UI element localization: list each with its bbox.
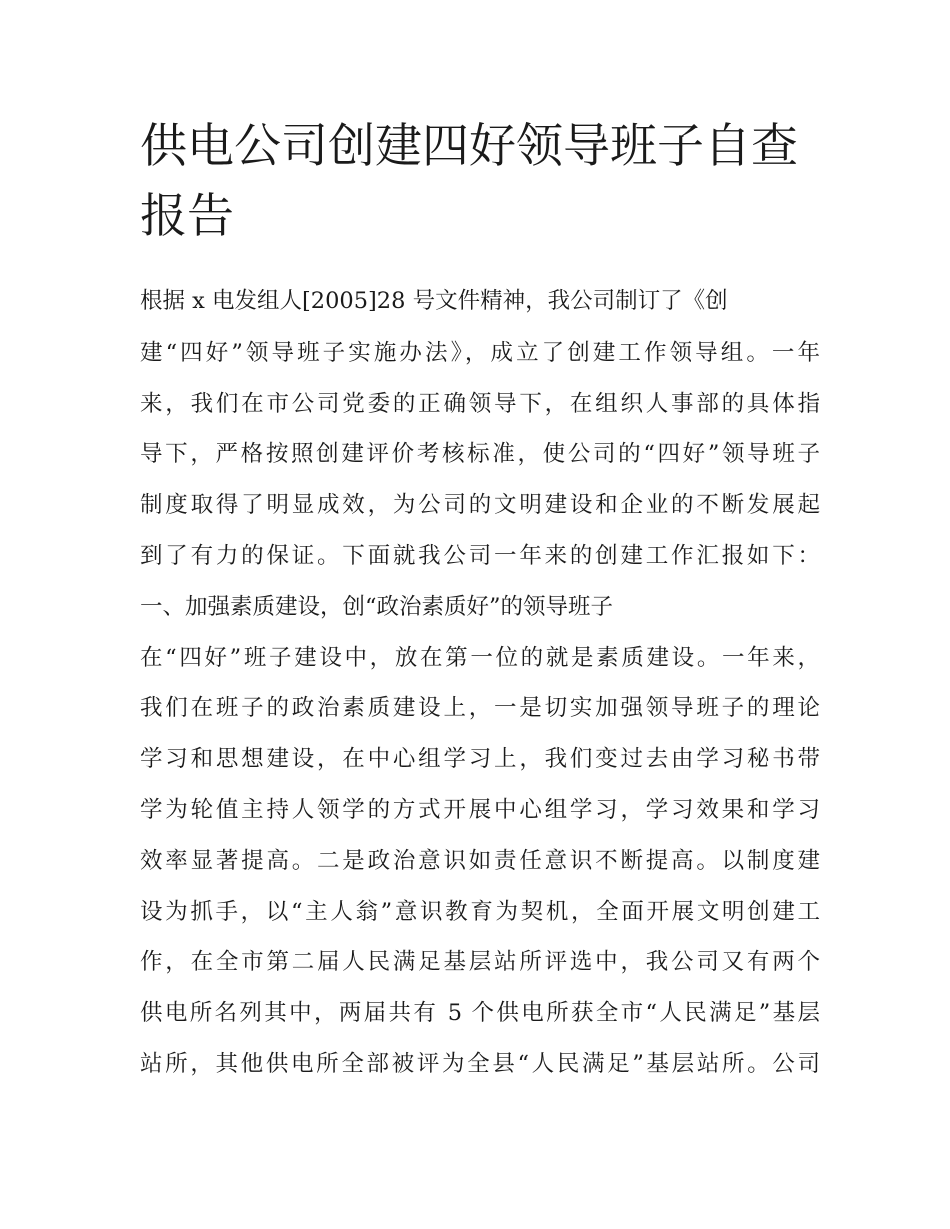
body-line-14: 作，在全市第二届人民满足基层站所评选中，我公司又有两个 (140, 949, 820, 975)
body-line-2: 建“四好”领导班子实施办法》，成立了创建工作领导组。一年 (140, 340, 820, 366)
body-line-12: 效率显著提高。二是政治意识如责任意识不断提高。以制度建 (140, 848, 820, 874)
document-title: 供电公司创建四好领导班子自查报告 (140, 119, 798, 244)
body-line-10: 学习和思想建设，在中心组学习上，我们变过去由学习秘书带 (140, 746, 820, 772)
body-line-5: 制度取得了明显成效，为公司的文明建设和企业的不断发展起 (140, 492, 820, 518)
body-line-4: 导下，严格按照创建评价考核标准，使公司的“四好”领导班子 (140, 441, 820, 467)
body-line-3: 来，我们在市公司党委的正确领导下，在组织人事部的具体指 (140, 391, 820, 417)
body-line-13: 设为抓手，以“主人翁”意识教育为契机，全面开展文明创建工 (140, 899, 820, 925)
body-line-1: 根据 x 电发组人[2005]28 号文件精神，我公司制订了《创 (140, 288, 728, 314)
body-line-11: 学为轮值主持人领学的方式开展中心组学习，学习效果和学习 (140, 797, 820, 823)
body-line-9: 我们在班子的政治素质建设上，一是切实加强领导班子的理论 (140, 695, 820, 721)
body-line-16: 站所，其他供电所全部被评为全县“人民满足”基层站所。公司 (140, 1051, 820, 1077)
body-line-15: 供电所名列其中，两届共有 5 个供电所获全市“人民满足”基层 (140, 1000, 820, 1026)
body-line-6: 到了有力的保证。下面就我公司一年来的创建工作汇报如下： (140, 543, 820, 569)
section-heading-1: 一、加强素质建设，创“政治素质好”的领导班子 (140, 594, 614, 620)
body-line-8: 在“四好”班子建设中，放在第一位的就是素质建设。一年来， (140, 645, 820, 671)
